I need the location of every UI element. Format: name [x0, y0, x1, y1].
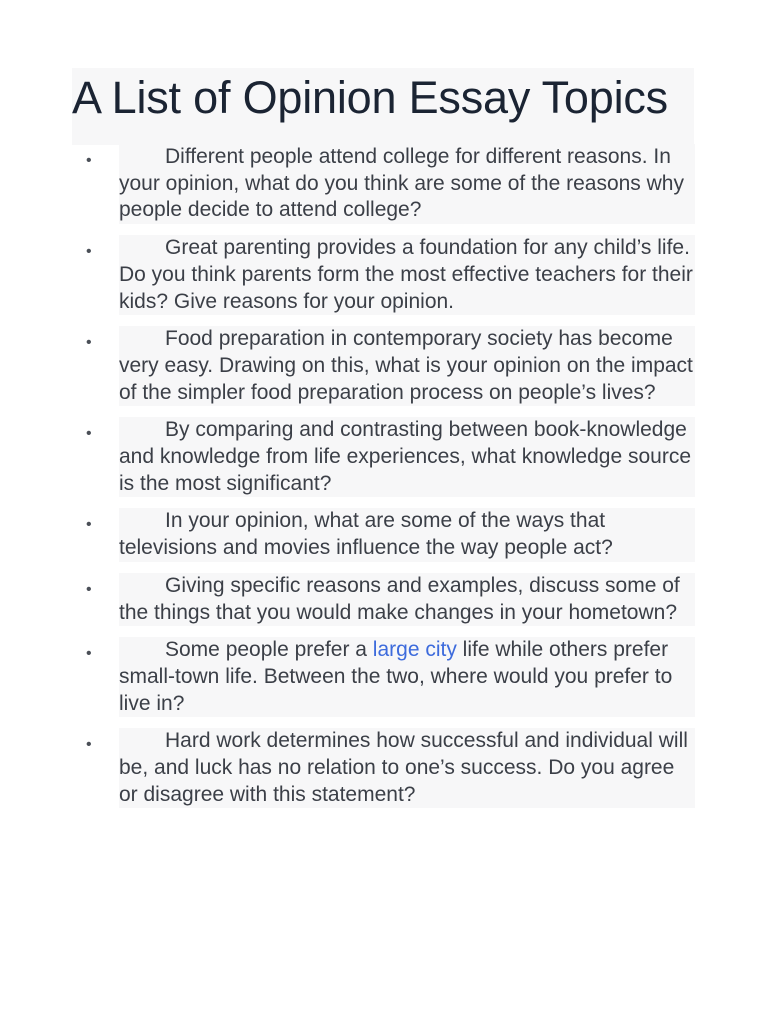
list-item-text: [119, 637, 695, 717]
list-item-text: In your opinion, what are some of the ways that televisions and movies influence the way people act?: [119, 508, 695, 561]
list-item-text-after: life while others prefer small-town life. Between the two, where would you prefer to live in?: [119, 638, 673, 715]
bullet-icon: •: [86, 425, 92, 443]
page-title: A List of Opinion Essay Topics: [72, 72, 668, 123]
title-block: [72, 68, 694, 145]
list-item: [0, 144, 768, 224]
list-item: [0, 637, 768, 717]
list-item: [0, 573, 768, 626]
list-item: [0, 508, 768, 561]
list-item: [0, 728, 768, 808]
bullet-icon: •: [86, 645, 92, 663]
list-item: [0, 326, 768, 406]
bullet-icon: •: [86, 152, 92, 169]
bullet-icon: •: [86, 334, 92, 352]
bullet-icon: •: [86, 516, 92, 534]
list-item: [0, 235, 768, 315]
list-item-text: Giving specific reasons and examples, discuss some of the things that you would make changes in your hometown?: [119, 573, 695, 626]
list-item-text: Food preparation in contemporary society has become very easy. Drawing on this, what is your opinion on the impact of the simpler food preparation process on people’s lives?: [119, 326, 695, 406]
topic-list: [0, 144, 768, 819]
list-item-text: By comparing and contrasting between book-knowledge and knowledge from life experiences, what knowledge source is the most significant?: [119, 417, 695, 497]
list-item-text: Great parenting provides a foundation for any child’s life. Do you think parents form the most effective teachers for their kids? Give reasons for your opinion.: [119, 235, 695, 315]
bullet-icon: •: [86, 243, 92, 261]
large-city-link[interactable]: large city: [372, 638, 457, 662]
list-item: [0, 417, 768, 497]
bullet-icon: •: [86, 736, 92, 754]
bullet-icon: •: [86, 580, 92, 598]
list-item-text: Different people attend college for different reasons. In your opinion, what do you think are some of the reasons why people decide to attend college?: [119, 144, 695, 224]
list-item-text-before: Some people prefer a: [165, 638, 373, 662]
list-item-text: Hard work determines how successful and individual will be, and luck has no relation to one’s success. Do you agree or disagree with this statement?: [119, 728, 695, 808]
